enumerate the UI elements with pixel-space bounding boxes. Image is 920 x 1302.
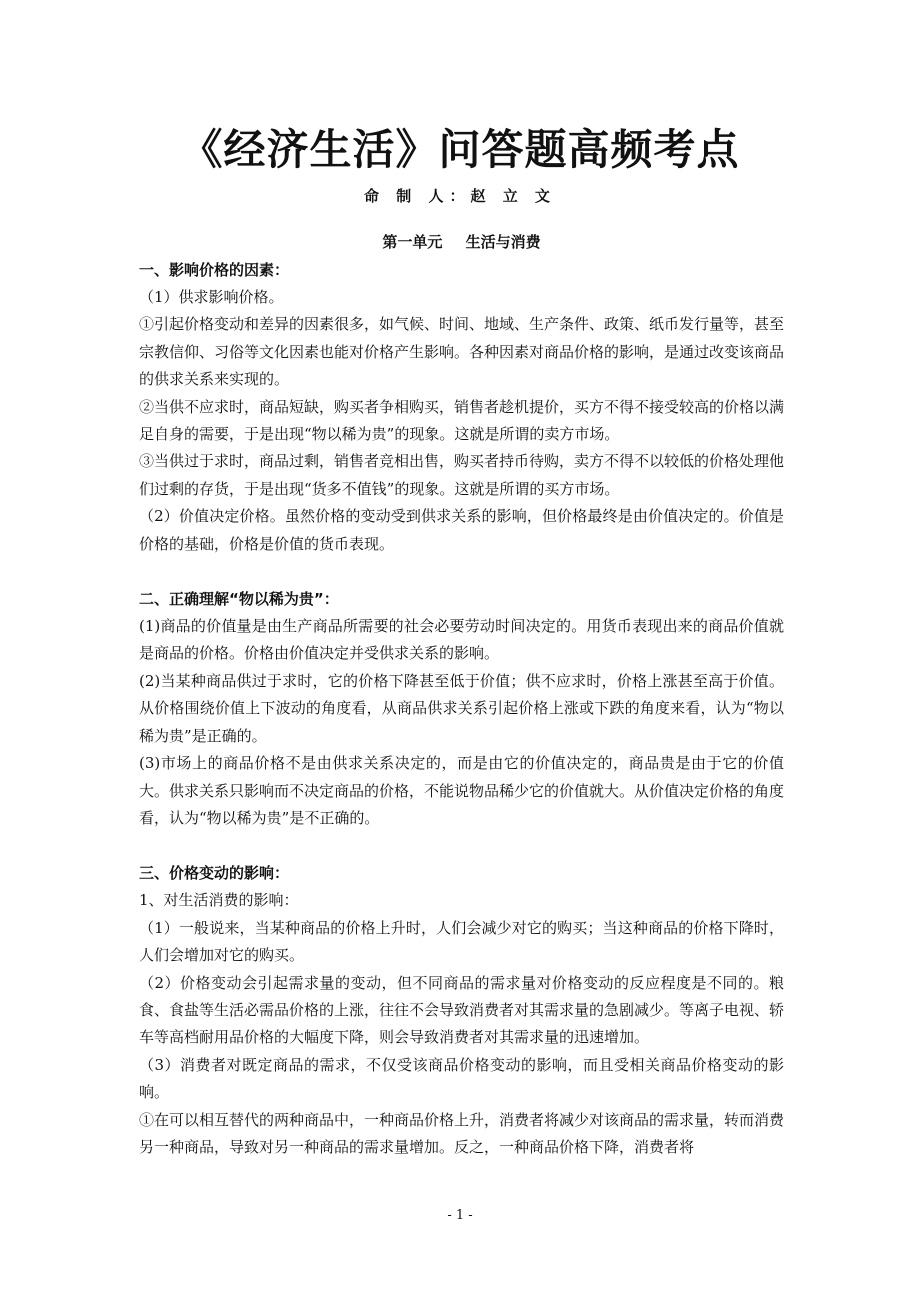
paragraph: （3）消费者对既定商品的需求，不仅受该商品价格变动的影响，而且受相关商品价格变动的影响。: [139, 1055, 784, 1102]
section-heading: 一、影响价格的因素：: [139, 261, 290, 279]
paragraph: ①在可以相互替代的两种商品中，一种商品价格上升，消费者将减少对该商品的需求量，转而消费另一种商品，导致对另一种商品的需求量增加。反之，一种商品价格下降，消费者将: [139, 1110, 785, 1156]
paragraph: (3)市场上的商品价格不是由供求关系决定的，而是由它的价值决定的，商品贵是由于它的价值大。供求关系只影响而不决定商品的价格，不能说物品稀少它的价值就大。从价值决定价格的角度看，认为“物以稀为贵”是不正确的。: [139, 754, 785, 827]
paragraph: (2)当某种商品供过于求时，它的价格下降甚至低于价值；供不应求时，价格上涨甚至高于价值。从价格围绕价值上下波动的角度看，从商品供求关系引起价格上涨或下跌的角度来看，认为“物以稀为贵”是正确的。: [139, 671, 784, 745]
section-price-factors: [139, 256, 784, 558]
author-line: 命 制 人：赵 立 文: [364, 187, 556, 205]
section-price-change-impact: [139, 859, 784, 1161]
page-number: - 1 -: [447, 1208, 473, 1223]
document-title: 《经济生活》问答题高频考点: [180, 125, 740, 174]
paragraph: （2）价格变动会引起需求量的变动，但不同商品的需求量对价格变动的反应程度是不同的。粮食、食盐等生活必需品价格的上涨，往往不会导致消费者对其需求量的急剧减少。等离子电视、轿车等高档耐用品价格的大幅度下降，则会导致消费者对其需求量的迅速增加。: [139, 973, 785, 1047]
document-body: [139, 228, 784, 1161]
paragraph: 1、对生活消费的影响：: [139, 891, 299, 910]
spacer: [139, 558, 784, 585]
paragraph: ①引起价格变动和差异的因素很多，如气候、时间、地域、生产条件、政策、纸币发行量等，甚至宗教信仰、习俗等文化因素也能对价格产生影响。各种因素对商品价格的影响，是通过改变该商品的供求关系来实现的。: [139, 315, 785, 389]
paragraph: ③当供过于求时，商品过剩，销售者竞相出售，购买者持币待购，卖方不得不以较低的价格处理他们过剩的存货，于是出现“货多不值钱”的现象。这就是所谓的买方市场。: [139, 452, 785, 498]
paragraph: （1）一般说来，当某种商品的价格上升时，人们会减少对它的购买；当这种商品的价格下降时，人们会增加对它的购买。: [139, 918, 784, 965]
paragraph: （1）供求影响价格。: [139, 288, 284, 306]
spacer: [139, 832, 784, 859]
unit-title: 第一单元 生活与消费: [382, 233, 541, 251]
section-heading: 三、价格变动的影响：: [139, 864, 290, 883]
paragraph: (1)商品的价值量是由生产商品所需要的社会必要劳动时间决定的。用货币表现出来的商品价值就是商品的价格。价格由价值决定并受供求关系的影响。: [139, 617, 784, 663]
section-scarcity: [139, 585, 784, 832]
paragraph: （2）价值决定价格。虽然价格的变动受到供求关系的影响，但价格最终是由价值决定的。价值是价格的基础，价格是价值的货币表现。: [139, 507, 784, 553]
section-heading: 二、正确理解“物以稀为贵”：: [139, 590, 339, 609]
paragraph: ②当供不应求时，商品短缺，购买者争相购买，销售者趁机提价，买方不得不接受较高的价格以满足自身的需要，于是出现“物以稀为贵”的现象。这就是所谓的卖方市场。: [139, 397, 785, 444]
